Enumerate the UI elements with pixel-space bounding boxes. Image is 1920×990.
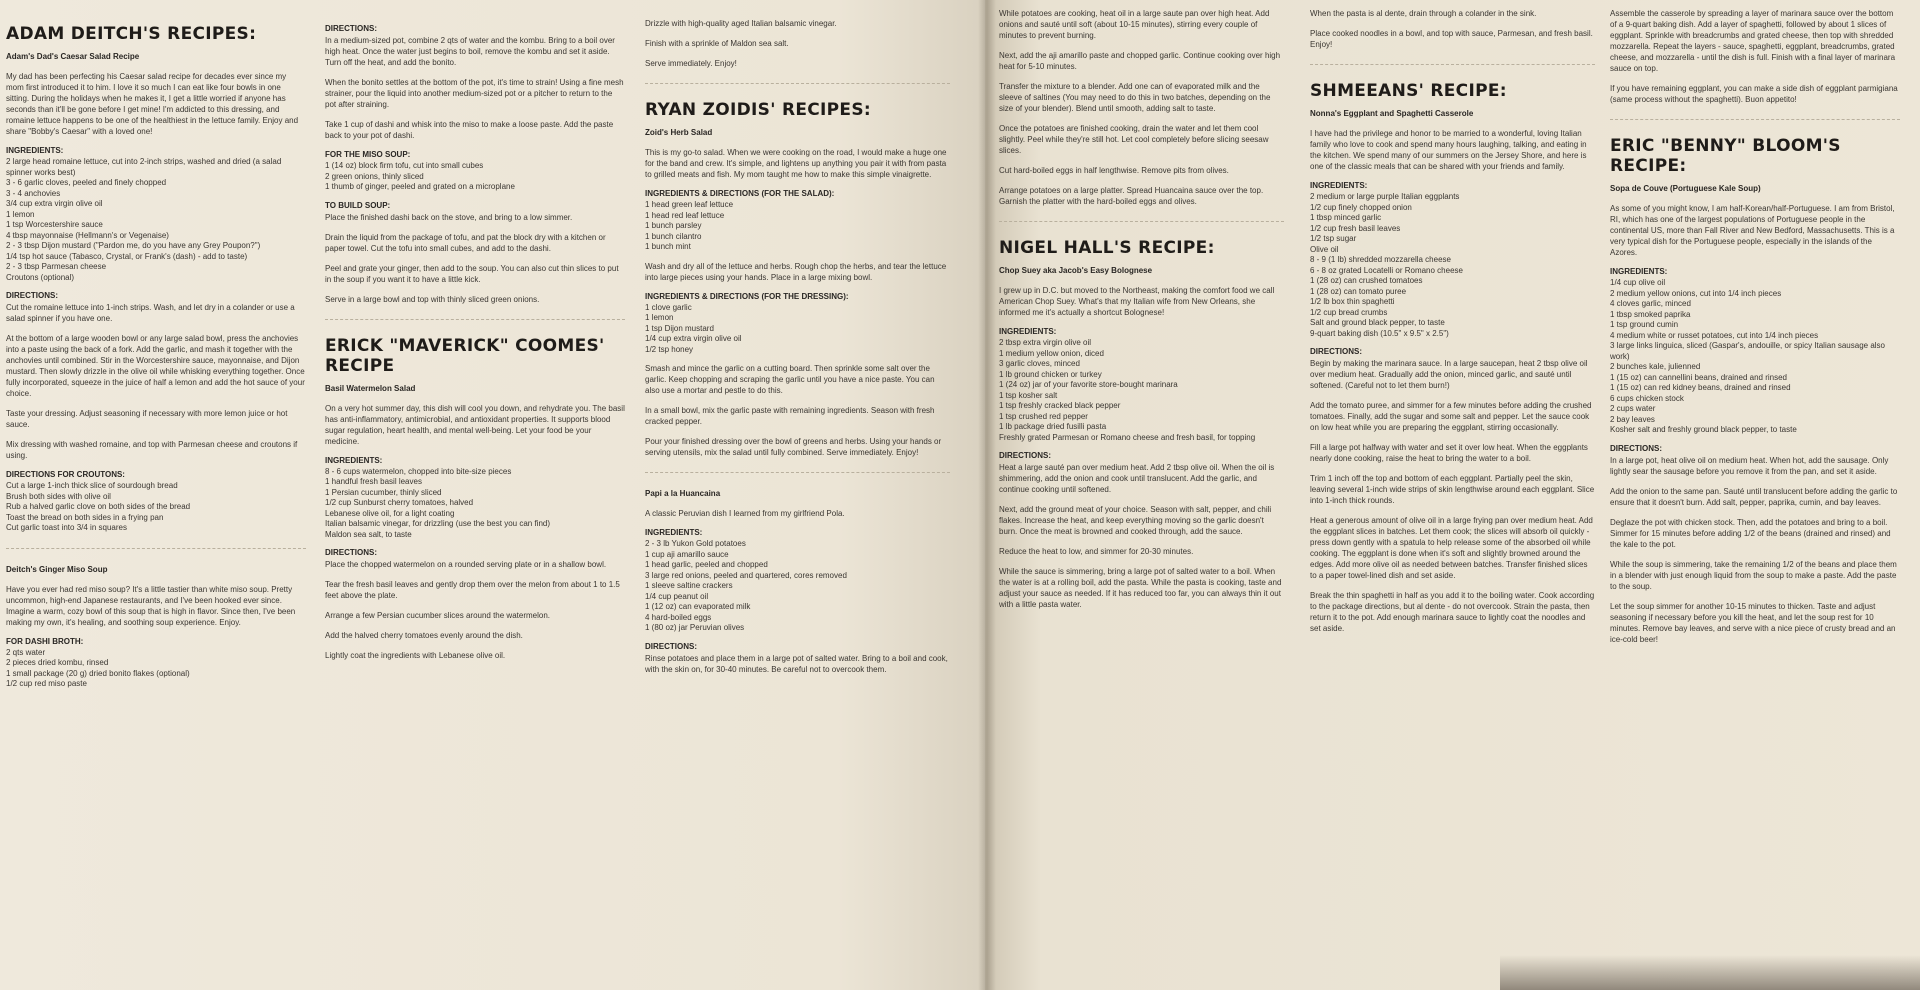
list-item: Maldon sea salt, to taste [325,529,412,539]
list-item: 1 (28 oz) can tomato puree [1310,286,1407,296]
ingredients-label: INGREDIENTS: [645,528,703,537]
recipe-intro: I grew up in D.C. but moved to the Northeast, making the comfort food we call American Chop Suey. What's that my Italian wife from New Orleans, she informed me it's actually a shortcut Bolognese! [999,286,1275,317]
list-item: 6 cups chicken stock [1610,393,1684,403]
list-item: 1/4 tsp hot sauce (Tabasco, Crystal, or Frank's (dash) - add to taste) [6,251,248,261]
list-item: 1 tbsp smoked paprika [1610,309,1691,319]
ingredients-list [1310,192,1595,339]
direction-step: Arrange a few Persian cucumber slices around the watermelon. [325,611,550,620]
list-item: 2 pieces dried kombu, rinsed [6,658,109,667]
direction-step: Cut the romaine lettuce into 1-inch strips. Wash, and let dry in a colander or use a salad spinner if you have one. [6,303,295,323]
list-item: 1 cup aji amarillo sauce [645,549,729,559]
directions-label: DIRECTIONS: [6,291,58,300]
list-item: 1/2 cup finely chopped onion [1310,202,1412,212]
miso-list [325,161,625,193]
list-item: 1 bunch cilantro [645,231,702,241]
recipe-intro: As some of you might know, I am half-Korean/half-Portuguese. I am from Bristol, RI, which has one of the largest populations of Portuguese people in the continental US, more than Fall River and New Bedford, Massachusetts. This is a very typical dish for the Portuguese people, especially in the islands of the Azores. [1610,204,1895,257]
list-item: 1 clove garlic [645,302,692,312]
recipe-name-miso: Deitch's Ginger Miso Soup [6,564,108,574]
direction-step: Peel and grate your ginger, then add to the soup. You can also cut thin slices to put in the soup if you want it to have a little kick. [325,263,619,284]
section-title-nigel-hall: NIGEL HALL'S RECIPE: [999,238,1215,258]
list-item: 1 small package (20 g) dried bonito flakes (optional) [6,668,190,678]
recipe-intro: A classic Peruvian dish I learned from my girlfriend Pola. [645,509,845,518]
direction-step: Heat a large sauté pan over medium heat. Add 2 tbsp olive oil. When the oil is shimmering, add the onion and cook until translucent. Add the garlic, and continue cooking until softened. [999,463,1275,494]
list-item: 1 tsp crushed red pepper [999,411,1088,421]
list-item: 1/2 lb box thin spaghetti [1310,297,1395,306]
build-soup-label: TO BUILD SOUP: [325,200,391,210]
list-item: 1 Persian cucumber, thinly sliced [325,487,442,497]
direction-step: Serve immediately. Enjoy! [645,59,737,68]
broth-label: FOR DASHI BROTH: [6,636,84,646]
list-item: 2 bunches kale, julienned [1610,362,1701,371]
direction-step: Arrange potatoes on a large platter. Spread Huancaina sauce over the top. Garnish the platter with the hard-boiled eggs and olives. [999,186,1264,206]
list-item: 1/2 tsp honey [645,344,694,354]
list-item: Toast the bread on both sides in a frying pan [6,512,164,522]
list-item: 1/2 cup Sunburst cherry tomatoes, halved [325,498,474,507]
recipe-name-kale-soup: Sopa de Couve (Portuguese Kale Soup) [1610,184,1761,193]
list-item: 1 bunch mint [645,242,691,251]
direction-step: In a medium-sized pot, combine 2 qts of water and the kombu. Bring to a boil over high heat. Once the water just begins to boil, remove the kombu and set it aside. Turn off the heat, and add the bonito. [325,36,615,67]
direction-step: Taste your dressing. Adjust seasoning if necessary with more lemon juice or hot sauce. [6,409,288,429]
direction-step: Pour your finished dressing over the bowl of greens and herbs. Using your hands or serving utensils, mix the salad until fully combined. Serve immediately. Enjoy! [645,437,942,457]
divider [1610,119,1900,120]
direction-step: Break the thin spaghetti in half as you add it to the boiling water. Cook according to the package directions, but al dente - do not overcook. Strain the pasta, then return it to the pot. Add enough marinara sauce to lightly coat the noodles and set aside. [1310,591,1595,633]
list-item: 2 medium yellow onions, cut into 1/4 inch pieces [1610,288,1782,298]
list-item: 1 head green leaf lettuce [645,200,734,209]
direction-step: In a small bowl, mix the garlic paste with remaining ingredients. Season with fresh cracked pepper. [645,406,935,426]
list-item: 2 tbsp extra virgin olive oil [999,338,1092,347]
list-item: 1 medium yellow onion, diced [999,348,1104,358]
list-item: 1 (24 oz) jar of your favorite store-bought marinara [999,380,1178,389]
list-item: Olive oil [1310,244,1339,254]
list-item: 1 (14 oz) block firm tofu, cut into small cubes [325,161,484,170]
recipe-name-caesar: Adam's Dad's Caesar Salad Recipe [6,52,140,61]
list-item: Lebanese olive oil, for a light coating [325,508,455,518]
direction-step: While potatoes are cooking, heat oil in a large saute pan over high heat. Add onions and sauté until soft (about 10-15 minutes), stirring every couple of minutes to prevent burning. [999,9,1270,40]
directions-label: DIRECTIONS: [325,548,377,557]
direction-step: Add the halved cherry tomatoes evenly around the dish. [325,631,523,640]
direction-step: Finish with a sprinkle of Maldon sea salt. [645,39,789,48]
ingredients-list [325,467,625,541]
list-item: 1 tsp freshly cracked black pepper [999,401,1121,410]
list-item: 2 - 3 lb Yukon Gold potatoes [645,539,746,548]
direction-step: Fill a large pot halfway with water and set it over low heat. When the eggplants nearly done cooking, raise the heat to bring the water to a boil. [1310,443,1588,463]
directions-label: DIRECTIONS: [325,24,377,33]
list-item: 1 tsp ground cumin [1610,320,1679,329]
list-item: 1 lemon [6,209,35,219]
broth-list [6,648,306,690]
direction-step: Trim 1 inch off the top and bottom of each eggplant. Partially peel the skin, leaving several 1-inch wide strips of skin lengthwise around each eggplant. Slice into 1-inch thick rounds. [1310,474,1595,505]
direction-step: Heat a generous amount of olive oil in a large frying pan over medium heat. Add the eggplant slices in batches. Let them cook; the slices will absorb oil quickly - press down gently with a spatula to help release some of the absorbed oil while cooking. The eggplant is done when it's soft and slightly browned around the edges. Add more olive oil as needed between batches. Transfer finished slices to a paper towel-lined dish and set aside. [1310,516,1593,580]
direction-step: When the pasta is al dente, drain through a colander in the sink. [1310,9,1537,18]
divider [325,319,625,320]
recipe-intro: I have had the privilege and honor to be married to a wonderful, loving Italian family who love to cook and spend many hours laughing, talking, and eating in the kitchen. We spend many of our summers on the Jersey Shore, and here is one of the classic meals that can be shared with your friends and family. [1310,129,1587,171]
list-item: 3 large red onions, peeled and quartered, cores removed [645,570,847,580]
direction-step: Place cooked noodles in a bowl, and top with sauce, Parmesan, and fresh basil. Enjoy! [1310,29,1593,49]
ingredients-list [1610,278,1900,436]
divider [6,548,306,549]
direction-step: Drizzle with high-quality aged Italian balsamic vinegar. [645,19,837,28]
direction-step: While the sauce is simmering, bring a large pot of salted water to a boil. When the water is at a rolling boil, add the pasta. While the pasta is cooking, taste and adjust your sauce as needed. If it has reduced too far, you can always thin it out with a little pasta water. [999,567,1282,609]
ingredients-label: INGREDIENTS: [1610,267,1668,276]
divider [645,472,950,473]
list-item: 3 large links linguica, sliced (Gaspar's, andouille, or spicy Italian sausage also work) [1610,341,1886,361]
list-item: 1/2 cup red miso paste [6,679,87,688]
list-item: 2 green onions, thinly sliced [325,171,424,181]
direction-step: Reduce the heat to low, and simmer for 20-30 minutes. [999,547,1194,556]
section-title-ryan-zoidis: RYAN ZOIDIS' RECIPES: [645,100,871,120]
direction-step: Place the chopped watermelon on a rounded serving plate or in a shallow bowl. [325,560,607,569]
recipe-name-eggplant: Nonna's Eggplant and Spaghetti Casserole [1310,109,1474,118]
list-item: 1 lb package dried fusilli pasta [999,422,1107,431]
column-4 [999,8,1284,619]
list-item: Croutons (optional) [6,272,75,282]
list-item: 1 tsp kosher salt [999,390,1058,400]
list-item: Brush both sides with olive oil [6,491,111,501]
list-item: 9-quart baking dish (10.5" x 9.5" x 2.5") [1310,328,1449,338]
list-item: 1/4 cup olive oil [1610,278,1666,287]
right-page [985,0,1920,990]
list-item: 8 - 6 cups watermelon, chopped into bite-size pieces [325,466,512,476]
divider [999,221,1284,222]
direction-step: Serve in a large bowl and top with thinly sliced green onions. [325,294,540,304]
direction-step: Begin by making the marinara sauce. In a large saucepan, heat 2 tbsp olive oil over medium heat. Gradually add the onion, minced garlic, and sauté until softened. (Careful not to let them burn!) [1310,359,1588,390]
direction-step: While the soup is simmering, take the remaining 1/2 of the beans and place them in a blender with just enough liquid from the soup to make a paste. Add the paste to the soup. [1610,559,1897,591]
miso-label: FOR THE MISO SOUP: [325,150,411,159]
direction-step: Next, add the ground meat of your choice. Season with salt, pepper, and chili flakes. Increase the heat, and keep everything moving so the garlic doesn't burn. Once the meat is browned and cooked through, add the sauce. [999,505,1272,536]
list-item: Freshly grated Parmesan or Romano cheese and fresh basil, for topping [999,432,1256,442]
list-item: 1 tsp Worcestershire sauce [6,220,103,229]
list-item: 1/4 cup peanut oil [645,591,709,601]
direction-step: Cut hard-boiled eggs in half lengthwise. Remove pits from olives. [999,166,1229,175]
list-item: Cut garlic toast into 3/4 in squares [6,523,127,532]
column-2 [325,24,625,670]
list-item: 1 lemon [645,313,674,322]
direction-step: Deglaze the pot with chicken stock. Then, add the potatoes and bring to a boil. Simmer for 15 minutes before adding 1/2 of the beans (drained and rinsed) and the kale to the pot. [1610,517,1891,549]
list-item: 1/2 cup fresh basil leaves [1310,223,1401,233]
column-3 [645,18,950,684]
list-item: 3/4 cup extra virgin olive oil [6,199,103,208]
list-item: 6 - 8 oz grated Locatelli or Romano cheese [1310,265,1463,275]
recipe-name-herb-salad: Zoid's Herb Salad [645,128,713,137]
section-title-eric-bloom: ERIC "BENNY" BLOOM'S RECIPE: [1610,136,1841,176]
list-item: 4 medium white or russet potatoes, cut into 1/4 inch pieces [1610,330,1819,340]
direction-step: At the bottom of a large wooden bowl or any large salad bowl, press the anchovies into a paste using the back of a fork. Add the garlic, and mash it together with the anchovies until combined. Stir in the Worcestershire sauce, mayonnaise, and Dijon mustard. Then slowly drizzle in the olive oil while whisking everything together. Once fully incorporated, squeeze in the juice of half a lemon and add the hot sauce of your choice. [6,334,305,398]
ingredients-list [999,338,1284,443]
list-item: 1/4 cup extra virgin olive oil [645,334,742,343]
salad-label: INGREDIENTS & DIRECTIONS (FOR THE SALAD): [645,189,835,198]
directions-label: DIRECTIONS: [999,451,1051,460]
direction-step: Add the onion to the same pan. Sauté until translucent before adding the garlic to ensure that it doesn't burn. Add salt, pepper, paprika, cumin, and bay leaves. [1610,486,1898,507]
direction-step: Rinse potatoes and place them in a large pot of salted water. Bring to a boil and cook, with the skin on, for 30-40 minutes. Be careful not to overcook them. [645,653,948,674]
direction-step: Drain the liquid from the package of tofu, and pat the block dry with a kitchen or paper towel. Cut the tofu into small cubes, and add to the dashi. [325,232,606,253]
list-item: 3 garlic cloves, minced [999,359,1080,368]
list-item: 2 medium or large purple Italian eggplants [1310,192,1460,201]
list-item: Salt and ground black pepper, to taste [1310,318,1445,327]
recipe-name-chop-suey: Chop Suey aka Jacob's Easy Bolognese [999,266,1153,275]
section-title-erick-coomes: ERICK "MAVERICK" COOMES' RECIPE [325,335,605,376]
list-item: 1 (15 oz) can cannellini beans, drained and rinsed [1610,372,1788,382]
list-item: 1 (12 oz) can evaporated milk [645,602,751,611]
direction-step: If you have remaining eggplant, you can make a side dish of eggplant parmigiana (same process without the spaghetti). Buon appetito! [1610,84,1898,104]
list-item: 1 head red leaf lettuce [645,210,725,220]
list-item: 1 tsp Dijon mustard [645,323,714,333]
direction-step: Assemble the casserole by spreading a layer of marinara sauce over the bottom of a 9-quart baking dish. Add a layer of spaghetti, followed by about 1 slices of eggplant. Sprinkle with breadcrumbs and grated cheese, then top with shredded mozzarella. Repeat the layers - sauce, spaghetti, eggplant, breadcrumbs, grated cheese, and mozzarella - until the dish is full. Finish with a final layer of marinara sauce on top. [1610,9,1896,73]
list-item: Kosher salt and freshly ground black pepper, to taste [1610,425,1797,434]
list-item: 1 (80 oz) jar Peruvian olives [645,623,745,632]
list-item: 1 (28 oz) can crushed tomatoes [1310,276,1423,285]
directions-label: DIRECTIONS: [1610,443,1662,453]
direction-step: Tear the fresh basil leaves and gently drop them over the melon from about 1 to 1.5 feet above the plate. [325,580,620,600]
direction-step: Mix dressing with washed romaine, and top with Parmesan cheese and croutons if using. [6,440,298,460]
list-item: 1 bunch parsley [645,221,702,230]
direction-step: Place the finished dashi back on the stove, and bring to a low simmer. [325,212,573,222]
ingredients-list [6,157,306,283]
page-shadow [1500,955,1920,990]
direction-step: Wash and dry all of the lettuce and herbs. Rough chop the herbs, and tear the lettuce into large pieces using your hands. Place in a large mixing bowl. [645,261,947,282]
list-item: 1 tbsp minced garlic [1310,213,1382,222]
list-item: 4 tbsp mayonnaise (Hellmann's or Vegenaise) [6,230,169,240]
list-item: 1 lb ground chicken or turkey [999,369,1102,379]
direction-step: Add the tomato puree, and simmer for a few minutes before adding the crushed tomatoes. Finally, add the sugar and some salt and pepper. Let the sauce cook on low heat while you are preparing the eggplant, stirring occasionally. [1310,401,1592,432]
book-gutter [978,0,996,990]
list-item: 2 - 3 tbsp Parmesan cheese [6,262,107,271]
recipe-intro: On a very hot summer day, this dish will cool you down, and rehydrate you. The basil has anti-inflammatory, antimicrobial, and antioxidant properties. It supports blood sugar regulation, heart health, and mental well-being. Let your food be your medicine. [325,403,625,446]
direction-step: Next, add the aji amarillo paste and chopped garlic. Continue cooking over high heat for 5-10 minutes. [999,51,1281,71]
column-6 [1610,8,1900,654]
salad-list [645,200,950,253]
ingredients-label: INGREDIENTS: [6,146,64,155]
croutons-list [6,481,306,534]
recipe-name-huancaina: Papi a la Huancaina [645,489,721,498]
list-item: 2 bay leaves [1610,414,1655,424]
dressing-list [645,303,950,356]
divider [645,83,950,84]
list-item: 2 - 3 tbsp Dijon mustard ("Pardon me, do you have any Grey Poupon?") [6,241,261,250]
list-item: 4 cloves garlic, minced [1610,299,1691,308]
dressing-label: INGREDIENTS & DIRECTIONS (FOR THE DRESSING): [645,291,849,301]
recipe-name-watermelon: Basil Watermelon Salad [325,383,416,393]
direction-step: Let the soup simmer for another 10-15 minutes to thicken. Taste and adjust seasoning if necessary before you kill the heat, and let the soup rest for 10 minutes. Remove bay leaves, and serve with a nice piece of crusty bread and an ice-cold beer! [1610,601,1896,644]
direction-step: When the bonito settles at the bottom of the pot, it's time to strain! Using a fine mesh strainer, pour the liquid into another medium-sized pot or a pitcher to return to the pot after straining. [325,78,624,109]
list-item: 3 - 6 garlic cloves, peeled and finely chopped [6,178,167,187]
section-title-adam-deitch: ADAM DEITCH'S RECIPES: [6,24,257,44]
recipe-intro: My dad has been perfecting his Caesar salad recipe for decades ever since my mom first introduced it to him. I love it so much I can eat like four bowls in one sitting. During the holidays when he makes it, I get a little worried if anyone has seconds than it'll be gone before I get mine! I'm addicted to this dressing, and romaine lettuce happens to be one of the healthiest in the lettuce family. Enjoy and share "Bobby's Caesar" with a loved one! [6,72,299,136]
list-item: 1/2 cup bread crumbs [1310,307,1388,317]
list-item: 1 sleeve saltine crackers [645,581,733,590]
list-item: 8 - 9 (1 lb) shredded mozzarella cheese [1310,255,1451,264]
direction-step: Take 1 cup of dashi and whisk into the miso to make a loose paste. Add the paste back to your pot of dashi. [325,120,614,140]
list-item: Italian balsamic vinegar, for drizzling (use the best you can find) [325,519,551,528]
recipe-intro: This is my go-to salad. When we were cooking on the road, I would make a huge one for the band and crew. It's simple, and lightens up anything you pair it with from pasta to grilled meats and fish. My mom taught me how to make this simple vinaigrette. [645,148,947,179]
list-item: 4 hard-boiled eggs [645,612,712,622]
direction-step: Lightly coat the ingredients with Lebanese olive oil. [325,651,506,660]
list-item: 2 large head romaine lettuce, cut into 2-inch strips, washed and dried (a salad spinner works best) [6,157,282,177]
list-item: 1 thumb of ginger, peeled and grated on a microplane [325,182,515,191]
ingredients-label: INGREDIENTS: [325,455,383,465]
list-item: Cut a large 1-inch thick slice of sourdough bread [6,481,178,490]
section-title-shmeeans: SHMEEANS' RECIPE: [1310,81,1507,101]
column-1 [6,24,306,698]
list-item: 1 (15 oz) can red kidney beans, drained and rinsed [1610,383,1791,392]
list-item: 2 cups water [1610,404,1656,413]
direction-step: Transfer the mixture to a blender. Add one can of evaporated milk and the sleeve of saltines (You may need to do this in two batches, depending on the size of your blender). Blend until smooth, adding salt to taste. [999,82,1271,113]
list-item: 2 qts water [6,647,46,657]
directions-label: DIRECTIONS: [645,641,697,651]
ingredients-list [645,539,950,634]
list-item: 1 handful fresh basil leaves [325,477,422,486]
recipe-intro: Have you ever had red miso soup? It's a little tastier than white miso soup. Pretty uncommon, high-end Japanese restaurants, and I've been hooked ever since. Imagine a warm, cozy bowl of this soup that is high in flavor. Since then, I've been making my own, it's healing, and soothing soup experience. Enjoy. [6,584,296,627]
list-item: Rub a halved garlic clove on both sides of the bread [6,502,191,511]
list-item: 1 head garlic, peeled and chopped [645,560,768,569]
column-5 [1310,8,1595,643]
croutons-label: DIRECTIONS FOR CROUTONS: [6,470,125,479]
direction-step: Smash and mince the garlic on a cutting board. Then sprinkle some salt over the garlic. Keep chopping and scraping the garlic until you have a nice paste. You can also use a mortar and pestle to do this. [645,364,935,395]
ingredients-label: INGREDIENTS: [1310,181,1368,190]
list-item: 3 - 4 anchovies [6,188,61,198]
list-item: 1/2 tsp sugar [1310,234,1357,243]
directions-label: DIRECTIONS: [1310,347,1362,356]
ingredients-label: INGREDIENTS: [999,327,1057,336]
divider [1310,64,1595,65]
direction-step: Once the potatoes are finished cooking, drain the water and let them cool slightly. Peel while they're still hot. Let cool completely before slicing seesaw slices. [999,124,1269,155]
direction-step: In a large pot, heat olive oil on medium heat. When hot, add the sausage. Only lightly sear the sausage before you remove it from the pan, and set it aside. [1610,455,1889,476]
